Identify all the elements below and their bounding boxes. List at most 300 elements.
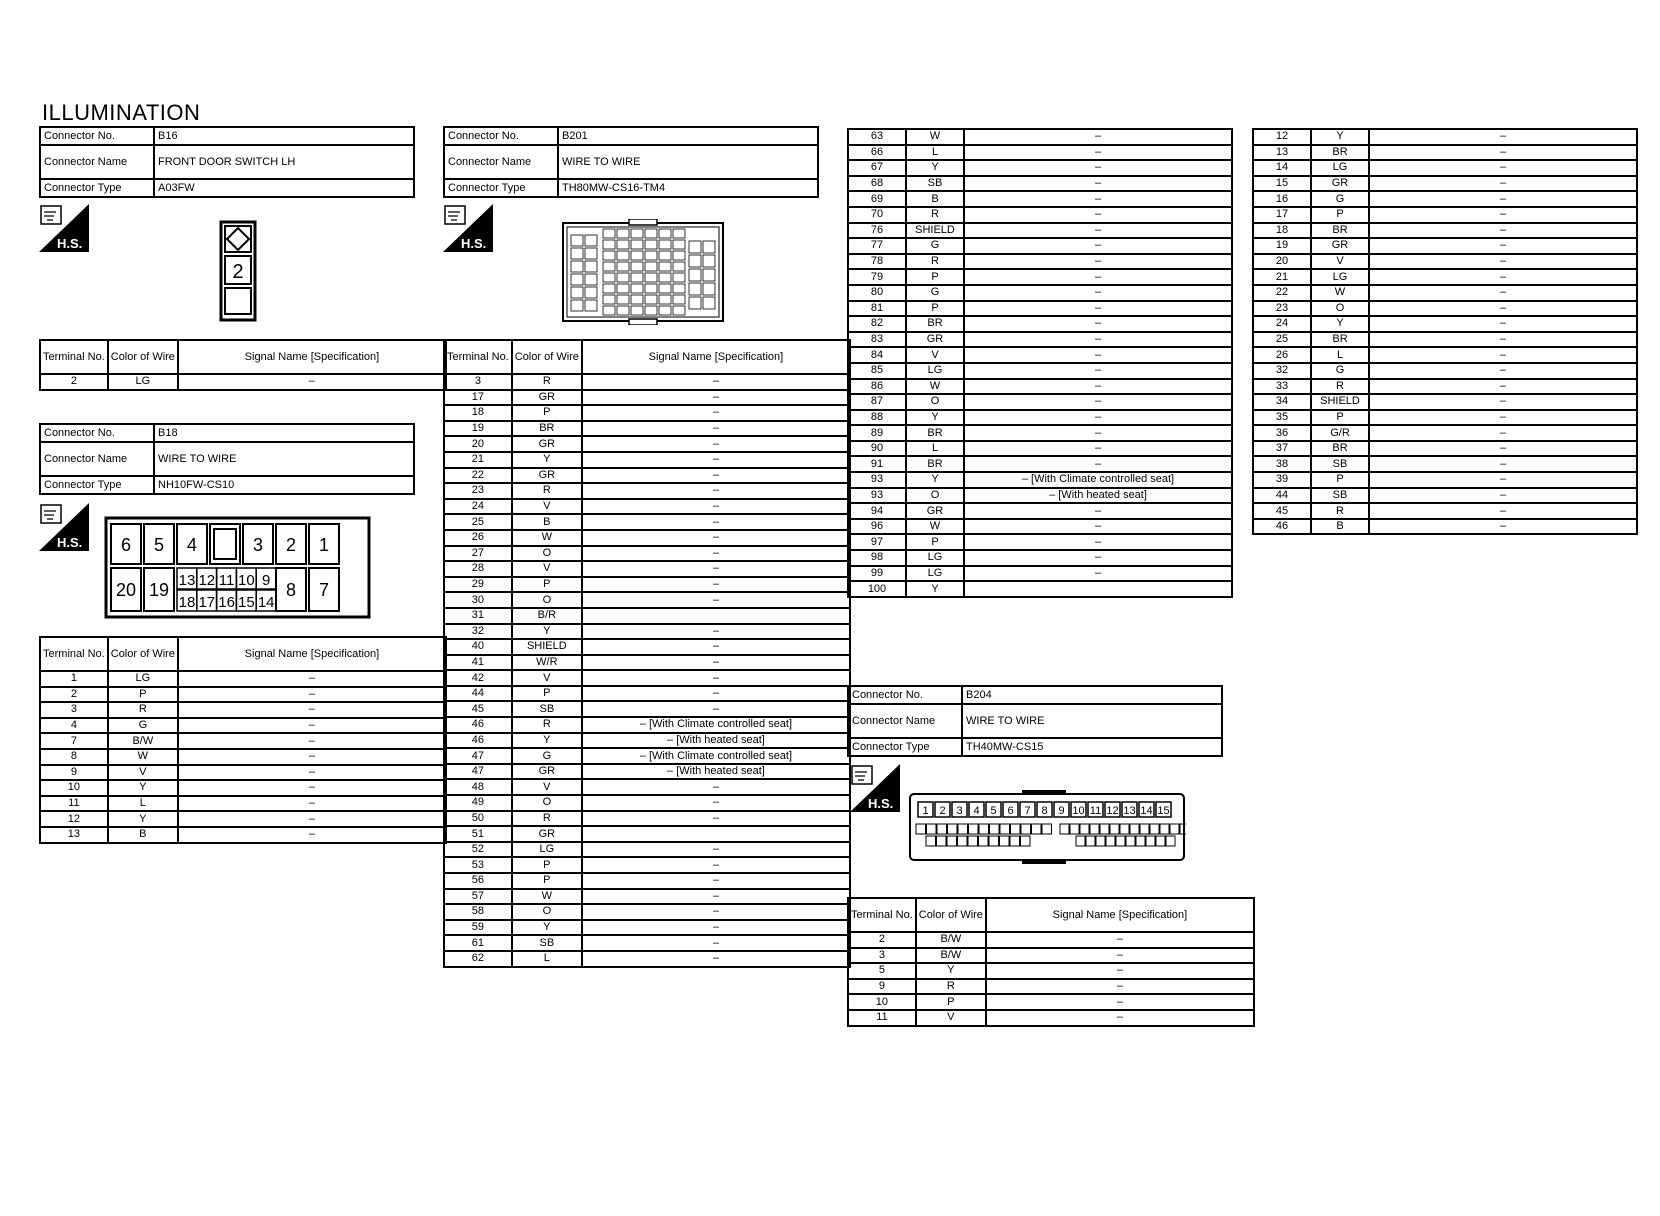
table-row (444, 374, 850, 390)
signal-name-cell: – (178, 702, 446, 718)
table-row (444, 405, 850, 421)
b18-pin-label: 17 (198, 594, 216, 611)
b204-pin-cell (927, 824, 937, 834)
b201-pin-cell (571, 261, 583, 272)
table-row (1253, 207, 1637, 223)
b18-key-slot (214, 529, 236, 559)
wire-color-cell: W (906, 129, 964, 145)
signal-name-cell: – (178, 765, 446, 781)
b204-pin-label: 1 (922, 805, 929, 817)
wire-color-cell: GR (906, 332, 964, 348)
signal-name-cell: – [With heated seat] (582, 733, 850, 749)
table-row (848, 456, 1232, 472)
table-row (40, 827, 446, 843)
b204-pin-label: 2 (939, 805, 946, 817)
wire-color-cell: SHIELD (512, 639, 582, 655)
signal-name-cell: – (1369, 363, 1637, 379)
signal-name-cell: – (178, 827, 446, 843)
b18-pin-label: 12 (198, 572, 216, 589)
b201-pin-cell (703, 283, 715, 295)
wire-color-cell: P (906, 269, 964, 285)
table-row (444, 733, 850, 749)
table-row (848, 932, 1254, 948)
terminal-no-cell: 100 (848, 581, 906, 597)
signal-name-cell: – (582, 421, 850, 437)
wire-color-cell: V (1311, 254, 1369, 270)
table-row (848, 1010, 1254, 1026)
table-row (848, 316, 1232, 332)
wire-color-cell: Y (512, 733, 582, 749)
wire-color-cell: W (1311, 285, 1369, 301)
wire-color-cell: V (512, 779, 582, 795)
signal-name-cell: – (1369, 332, 1637, 348)
b16-connector-diagram (219, 220, 257, 322)
signal-name-cell: – [With heated seat] (582, 764, 850, 780)
terminal-no-cell: 23 (1253, 301, 1311, 317)
table-row (444, 935, 850, 951)
terminal-no-cell: 23 (444, 483, 512, 499)
b201-terminal-table-continued (847, 128, 1233, 598)
wire-color-cell: P (108, 687, 178, 703)
signal-name-cell: – (986, 948, 1254, 964)
b201-pin-cell (659, 251, 671, 260)
b204-pin-cell (1086, 836, 1095, 846)
terminal-no-cell: 58 (444, 904, 512, 920)
terminal-no-cell: 27 (444, 546, 512, 562)
table-row (444, 608, 850, 624)
table-row (1253, 191, 1637, 207)
table-row (444, 436, 850, 452)
terminal-no-cell: 44 (444, 686, 512, 702)
b201-pin-cell (585, 287, 597, 298)
b201-pin-cell (603, 284, 615, 293)
b204-pin-cell (1080, 824, 1089, 834)
terminal-no-cell: 29 (444, 577, 512, 593)
table-row (1253, 129, 1637, 145)
wire-color-cell: V (512, 561, 582, 577)
b204-pin-label: 13 (1123, 805, 1136, 817)
terminal-no-cell: 59 (444, 920, 512, 936)
signal-name-cell: – (178, 796, 446, 812)
b201-pin-cell (585, 274, 597, 285)
wire-color-cell: R (512, 483, 582, 499)
wire-color-cell: Y (1311, 316, 1369, 332)
b18-info-table (39, 423, 415, 495)
terminal-no-cell: 78 (848, 254, 906, 270)
signal-name-cell: – (178, 780, 446, 796)
table-row (444, 920, 850, 936)
signal-name-cell (964, 581, 1232, 597)
b201-pin-cell (631, 295, 643, 304)
signal-name-cell: – (964, 394, 1232, 410)
wire-color-cell: LG (906, 363, 964, 379)
b18-connector-type: NH10FW-CS10 (154, 476, 414, 494)
wire-color-cell: W/R (512, 655, 582, 671)
terminal-no-cell: 63 (848, 129, 906, 145)
b201-pin-cell (703, 241, 715, 253)
table-row (444, 764, 850, 780)
wire-color-cell: R (906, 254, 964, 270)
b204-pin-label: 7 (1024, 805, 1031, 817)
wire-color-cell: LG (906, 550, 964, 566)
wire-color-cell: BR (1311, 145, 1369, 161)
wire-color-cell: G (906, 238, 964, 254)
wire-color-cell: Y (906, 160, 964, 176)
signal-name-cell: – (582, 468, 850, 484)
color-header: Color of Wire (916, 898, 986, 932)
wire-color-cell: LG (1311, 269, 1369, 285)
terminal-no-cell: 94 (848, 503, 906, 519)
table-row (444, 779, 850, 795)
table-row (1253, 347, 1637, 363)
signal-name-cell: – (964, 550, 1232, 566)
b204-pin-cell (1126, 836, 1135, 846)
wire-color-cell: O (512, 546, 582, 562)
b204-pin-cell (1150, 824, 1159, 834)
table-row (848, 994, 1254, 1010)
wire-color-cell: W (906, 379, 964, 395)
b204-connector-no: B204 (962, 686, 1222, 704)
table-row (40, 671, 446, 687)
terminal-no-cell: 67 (848, 160, 906, 176)
b204-terminal-table (847, 897, 1255, 1027)
hs-label: H.S. (57, 535, 83, 550)
signal-name-cell: – (1369, 223, 1637, 239)
wire-color-cell: P (906, 301, 964, 317)
b204-pin-cell (1140, 824, 1149, 834)
terminal-no-cell: 17 (1253, 207, 1311, 223)
signal-name-cell: – (986, 932, 1254, 948)
wire-color-cell: P (1311, 472, 1369, 488)
terminal-no-cell: 2 (40, 374, 108, 390)
table-row (1253, 441, 1637, 457)
b204-pin-label: 3 (956, 805, 963, 817)
wire-color-cell: SB (1311, 488, 1369, 504)
b204-pin-cell (1000, 836, 1010, 846)
wire-color-cell: P (916, 994, 986, 1010)
b204-pin-label: 5 (990, 805, 997, 817)
signal-name-cell: – (964, 410, 1232, 426)
wire-color-cell: SHIELD (906, 223, 964, 239)
terminal-no-cell: 76 (848, 223, 906, 239)
terminal-no-cell: 13 (40, 827, 108, 843)
table-row (444, 655, 850, 671)
b204-pin-cell (1160, 824, 1169, 834)
signal-name-cell: – (582, 530, 850, 546)
b201-pin-cell (631, 262, 643, 271)
b204-pin-label: 11 (1089, 805, 1102, 817)
b201-pin-cell (617, 229, 629, 238)
table-row (1253, 425, 1637, 441)
connector-no-label: Connector No. (444, 127, 558, 145)
terminal-no-header: Terminal No. (40, 340, 108, 374)
signal-name-cell: – (582, 639, 850, 655)
terminal-no-cell: 56 (444, 873, 512, 889)
signal-name-cell: – (964, 269, 1232, 285)
b201-pin-cell (645, 262, 657, 271)
table-row (848, 207, 1232, 223)
b204-pin-cell (1076, 836, 1085, 846)
terminal-no-cell: 90 (848, 441, 906, 457)
color-header: Color of Wire (108, 340, 178, 374)
table-row (848, 488, 1232, 504)
signal-name-cell: – (582, 592, 850, 608)
b204-pin-cell (947, 836, 957, 846)
signal-name-cell: – (1369, 488, 1637, 504)
signal-name-cell: – (1369, 410, 1637, 426)
b204-pin-cell (926, 836, 936, 846)
terminal-no-cell: 83 (848, 332, 906, 348)
signal-name-cell: – (986, 979, 1254, 995)
wire-color-cell: BR (1311, 223, 1369, 239)
b204-pin-cell (916, 824, 926, 834)
terminal-no-cell: 96 (848, 519, 906, 535)
b201-pin-cell (689, 297, 701, 309)
b201-connector-type: TH80MW-CS16-TM4 (558, 179, 818, 197)
signal-name-cell: – (1369, 456, 1637, 472)
terminal-no-cell: 40 (444, 639, 512, 655)
terminal-no-cell: 13 (1253, 145, 1311, 161)
b201-pin-cell (617, 284, 629, 293)
b201-pin-cell (631, 306, 643, 315)
terminal-no-cell: 66 (848, 145, 906, 161)
table-row (40, 811, 446, 827)
b201-pin-cell (645, 251, 657, 260)
wire-color-cell: O (512, 592, 582, 608)
terminal-no-cell: 38 (1253, 456, 1311, 472)
b16-info-table (39, 126, 415, 198)
signal-name-cell: – (1369, 269, 1637, 285)
signal-name-cell: – [With heated seat] (964, 488, 1232, 504)
terminal-no-cell: 46 (444, 717, 512, 733)
terminal-no-cell: 86 (848, 379, 906, 395)
table-row (444, 624, 850, 640)
wire-color-cell: R (916, 979, 986, 995)
table-row (40, 687, 446, 703)
wire-color-cell: O (1311, 301, 1369, 317)
b16-pin-label: 2 (232, 261, 244, 283)
b18-connector-diagram (104, 516, 371, 619)
wire-color-cell: LG (108, 374, 178, 390)
wire-color-cell: LG (108, 671, 178, 687)
wire-color-cell: P (512, 405, 582, 421)
terminal-no-cell: 12 (40, 811, 108, 827)
terminal-no-cell: 20 (444, 436, 512, 452)
terminal-no-cell: 44 (1253, 488, 1311, 504)
b201-pin-cell (603, 295, 615, 304)
wire-color-cell: L (512, 951, 582, 967)
signal-name-cell: – (178, 718, 446, 734)
wire-color-cell: B/R (512, 608, 582, 624)
terminal-no-cell: 35 (1253, 410, 1311, 426)
signal-name-cell: – (964, 207, 1232, 223)
table-row (1253, 223, 1637, 239)
harness-side-icon (850, 764, 900, 812)
terminal-no-cell: 21 (1253, 269, 1311, 285)
wire-color-cell: Y (512, 452, 582, 468)
b204-pin-cell (1070, 824, 1079, 834)
signal-name-cell: – (582, 701, 850, 717)
b204-pin-cell (1096, 836, 1105, 846)
terminal-no-cell: 26 (444, 530, 512, 546)
b18-pin-label: 19 (148, 580, 170, 600)
table-row (444, 530, 850, 546)
signal-name-cell: – (582, 452, 850, 468)
signal-name-cell: – (582, 436, 850, 452)
b16-terminal-table (39, 339, 447, 391)
wire-color-cell: BR (906, 425, 964, 441)
table-row (444, 483, 850, 499)
connector-no-label: Connector No. (40, 424, 154, 442)
table-row (848, 238, 1232, 254)
connector-no-label: Connector No. (40, 127, 154, 145)
table-row (1253, 316, 1637, 332)
signal-name-cell: – (582, 795, 850, 811)
b204-pin-label: 4 (973, 805, 980, 817)
signal-name-cell: – (178, 671, 446, 687)
table-row (444, 561, 850, 577)
b204-connector-diagram (908, 790, 1186, 864)
b204-pin-cell (1011, 824, 1021, 834)
wire-color-cell: SB (1311, 456, 1369, 472)
wire-color-cell: GR (512, 826, 582, 842)
table-row (1253, 301, 1637, 317)
b201-pin-cell (703, 269, 715, 281)
signal-name-cell: – (178, 687, 446, 703)
b201-pin-cell (689, 283, 701, 295)
b204-pin-cell (1090, 824, 1099, 834)
b204-pin-cell (989, 836, 999, 846)
connector-type-label: Connector Type (848, 738, 962, 756)
wire-color-cell: R (512, 374, 582, 390)
b201-pin-cell (571, 287, 583, 298)
signal-name-cell: – (582, 857, 850, 873)
b201-pin-cell (603, 262, 615, 271)
terminal-no-cell: 11 (848, 1010, 916, 1026)
wire-color-cell: GR (906, 503, 964, 519)
wire-color-cell: Y (916, 963, 986, 979)
terminal-no-cell: 41 (444, 655, 512, 671)
b18-pin-label: 9 (262, 572, 271, 589)
terminal-no-cell: 19 (444, 421, 512, 437)
wire-color-cell: P (906, 534, 964, 550)
table-row (444, 421, 850, 437)
table-row (848, 410, 1232, 426)
wire-color-cell: L (1311, 347, 1369, 363)
b201-info-table (443, 126, 819, 198)
wire-color-cell: BR (906, 316, 964, 332)
b201-pin-cell (645, 306, 657, 315)
b201-pin-cell (689, 269, 701, 281)
signal-name-cell: – (582, 483, 850, 499)
signal-name-cell: – (964, 176, 1232, 192)
table-row (40, 733, 446, 749)
signal-name-cell: – (986, 1010, 1254, 1026)
table-row (444, 499, 850, 515)
page-title: ILLUMINATION (42, 100, 201, 125)
b201-pin-cell (571, 274, 583, 285)
b201-pin-cell (617, 273, 629, 282)
signal-name-cell: – (1369, 394, 1637, 410)
terminal-no-cell: 4 (40, 718, 108, 734)
terminal-no-cell: 30 (444, 592, 512, 608)
signal-name-cell: – (582, 904, 850, 920)
wire-color-cell: V (108, 765, 178, 781)
table-row (1253, 503, 1637, 519)
b204-pin-cell (990, 824, 1000, 834)
wire-color-cell: B (1311, 519, 1369, 535)
wire-color-cell: L (906, 145, 964, 161)
signal-name-cell: – (964, 503, 1232, 519)
b201-pin-cell (689, 255, 701, 267)
connector-name-label: Connector Name (40, 442, 154, 476)
table-row (444, 514, 850, 530)
b201-pin-cell (659, 240, 671, 249)
signal-name-cell: – (582, 935, 850, 951)
wire-color-cell: B (906, 191, 964, 207)
b18-pin-label: 6 (120, 535, 132, 555)
signal-name-cell: – (1369, 425, 1637, 441)
wire-color-cell: V (512, 670, 582, 686)
terminal-no-cell: 87 (848, 394, 906, 410)
b18-pin-label: 4 (186, 535, 198, 555)
b201-pin-cell (617, 251, 629, 260)
terminal-no-cell: 77 (848, 238, 906, 254)
wire-color-cell: GR (512, 468, 582, 484)
b201-pin-cell (631, 273, 643, 282)
wire-color-cell: O (512, 904, 582, 920)
table-row (1253, 519, 1637, 535)
hs-label: H.S. (57, 236, 83, 251)
b18-pin-label: 15 (238, 594, 255, 611)
terminal-no-cell: 16 (1253, 191, 1311, 207)
signal-header: Signal Name [Specification] (178, 340, 446, 374)
signal-name-cell: – (1369, 441, 1637, 457)
table-row (1253, 285, 1637, 301)
table-row (848, 550, 1232, 566)
terminal-no-header: Terminal No. (444, 340, 512, 374)
terminal-no-cell: 9 (848, 979, 916, 995)
terminal-no-cell: 42 (444, 670, 512, 686)
b201-pin-cell (703, 255, 715, 267)
terminal-no-cell: 18 (444, 405, 512, 421)
b201-pin-cell (659, 229, 671, 238)
wire-color-cell: BR (906, 456, 964, 472)
b204-pin-cell (1156, 836, 1165, 846)
color-header: Color of Wire (512, 340, 582, 374)
b204-pin-label: 8 (1041, 805, 1048, 817)
b18-pin-label: 16 (218, 594, 235, 611)
table-row (848, 301, 1232, 317)
table-row (444, 795, 850, 811)
terminal-no-cell: 69 (848, 191, 906, 207)
table-row (848, 581, 1232, 597)
b204-pin-cell (958, 824, 968, 834)
terminal-no-cell: 28 (444, 561, 512, 577)
table-row (848, 363, 1232, 379)
terminal-no-cell: 45 (1253, 503, 1311, 519)
b201-connector-name: WIRE TO WIRE (558, 145, 818, 179)
b16-connector-type: A03FW (154, 179, 414, 197)
signal-name-cell: – (582, 561, 850, 577)
b201-pin-cell (659, 295, 671, 304)
b201-pin-cell (673, 240, 685, 249)
connector-name-label: Connector Name (444, 145, 558, 179)
table-row (848, 948, 1254, 964)
b201-pin-cell (703, 297, 715, 309)
wire-color-cell: B/W (916, 932, 986, 948)
table-row (1253, 410, 1637, 426)
